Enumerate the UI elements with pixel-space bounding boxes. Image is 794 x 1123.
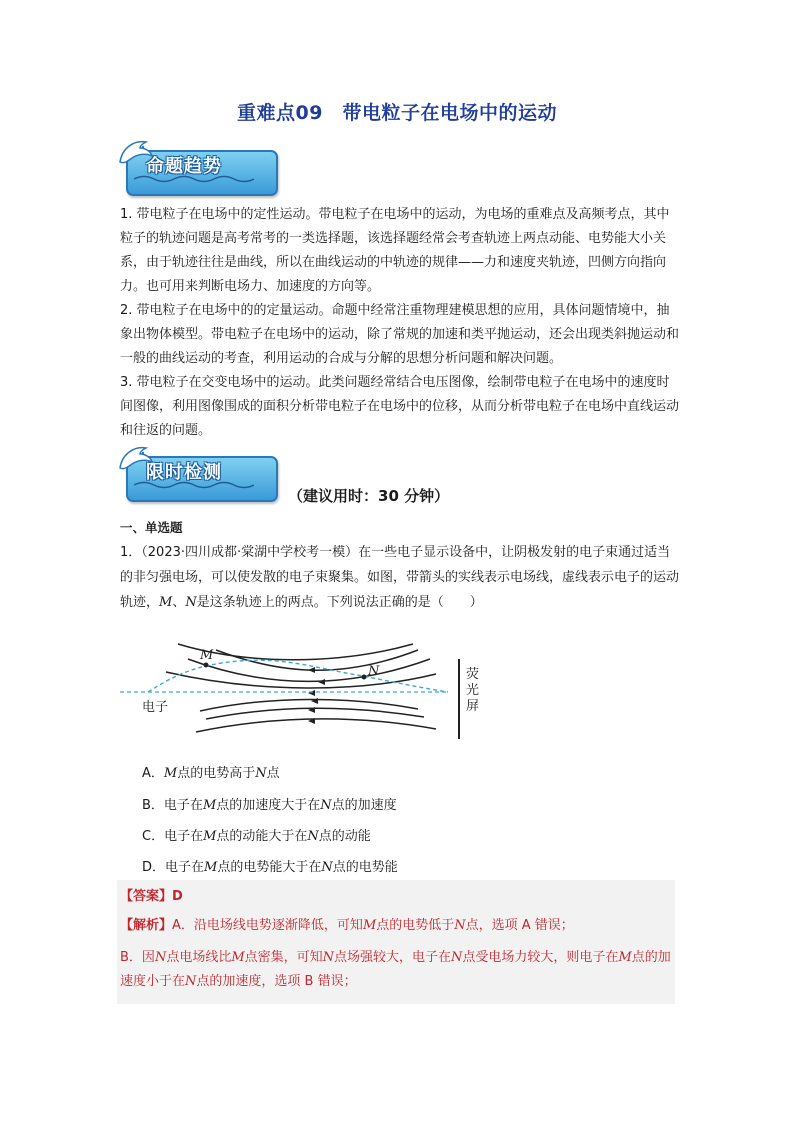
page-title: 重难点09 带电粒子在电场中的运动 [237, 102, 557, 124]
trend-badge-label: 命题趋势 [146, 156, 222, 177]
point-n [362, 675, 367, 680]
answer-line: 【答案】D [120, 889, 183, 904]
option-a[interactable]: A．M点的电势高于N点 [142, 766, 280, 781]
question-text: 1．（2023·四川成都·棠湖中学校考一模）在一些电子显示设备中，让阴极发射的电子束通过适当的非匀强电场，可以使发散的电子束聚集。如图，带箭头的实线表示电场线，虚线表示电子的运动轨迹，M、N是这条轨迹上的两点。下列说法正确的是（ ） [120, 545, 680, 610]
screen-label-1: 荧 [466, 667, 480, 682]
label-m: M [200, 648, 214, 663]
option-d[interactable]: D．电子在M点的电势能大于在N点的电势能 [142, 860, 398, 875]
trend-badge [120, 140, 276, 200]
label-n: N [368, 664, 380, 679]
time-note: （建议用时：30 分钟） [288, 487, 450, 505]
section-heading: 一、单选题 [120, 520, 183, 535]
field-line-figure [118, 643, 490, 747]
wave-decoration [134, 480, 254, 490]
label-electron: 电子 [142, 700, 169, 715]
analysis-line-b: B．因N点电场线比M点密集，可知N点场强较大，电子在N点受电场力较大，则电子在M点的加速度小于在N点的加速度，选项 B 错误； [120, 950, 671, 989]
trend-paragraph-2: 2. 带电粒子在电场中的的定量运动。命题中经常注重物理建模思想的应用，具体问题情境中，抽象出物体模型。带电粒子在电场中的运动，除了常规的加速和类平抛运动，还会出现类斜抛运动和一般的曲线运动的考查，利用运动的合成与分解的思想分析问题和解决问题。 [120, 303, 680, 366]
analysis-line-a: 【解析】A．沿电场线电势逐渐降低，可知M点的电势低于N点，选项 A 错误； [120, 918, 574, 933]
point-m [204, 663, 209, 668]
option-b[interactable]: B．电子在M点的加速度大于在N点的加速度 [142, 798, 397, 813]
wave-decoration [134, 174, 254, 184]
trend-paragraph-1: 1. 带电粒子在电场中的定性运动。带电粒子在电场中的运动，为电场的重难点及高频考点，其中粒子的轨迹问题是高考常考的一类选择题，该选择题经常会考查轨迹上两点动能、电势能大小关系，由于轨迹往往是曲线，所以在曲线运动的中轨迹的规律——力和速度夹轨迹，凹侧方向指向力。也可用来判断电场力、加速度的方向等。 [120, 207, 670, 294]
screen-label-3: 屏 [466, 699, 480, 714]
trend-paragraph-3: 3. 带电粒子在交变电场中的运动。此类问题经常结合电压图像，绘制带电粒子在电场中的速度时间图像，利用图像围成的面积分析带电粒子在电场中的位移，从而分析带电粒子在电场中直线运动和往返的问题。 [120, 375, 680, 438]
screen-label-2: 光 [466, 683, 480, 698]
test-badge-label: 限时检测 [146, 462, 222, 483]
test-badge [120, 446, 276, 506]
option-c[interactable]: C．电子在M点的动能大于在N点的动能 [142, 829, 371, 844]
